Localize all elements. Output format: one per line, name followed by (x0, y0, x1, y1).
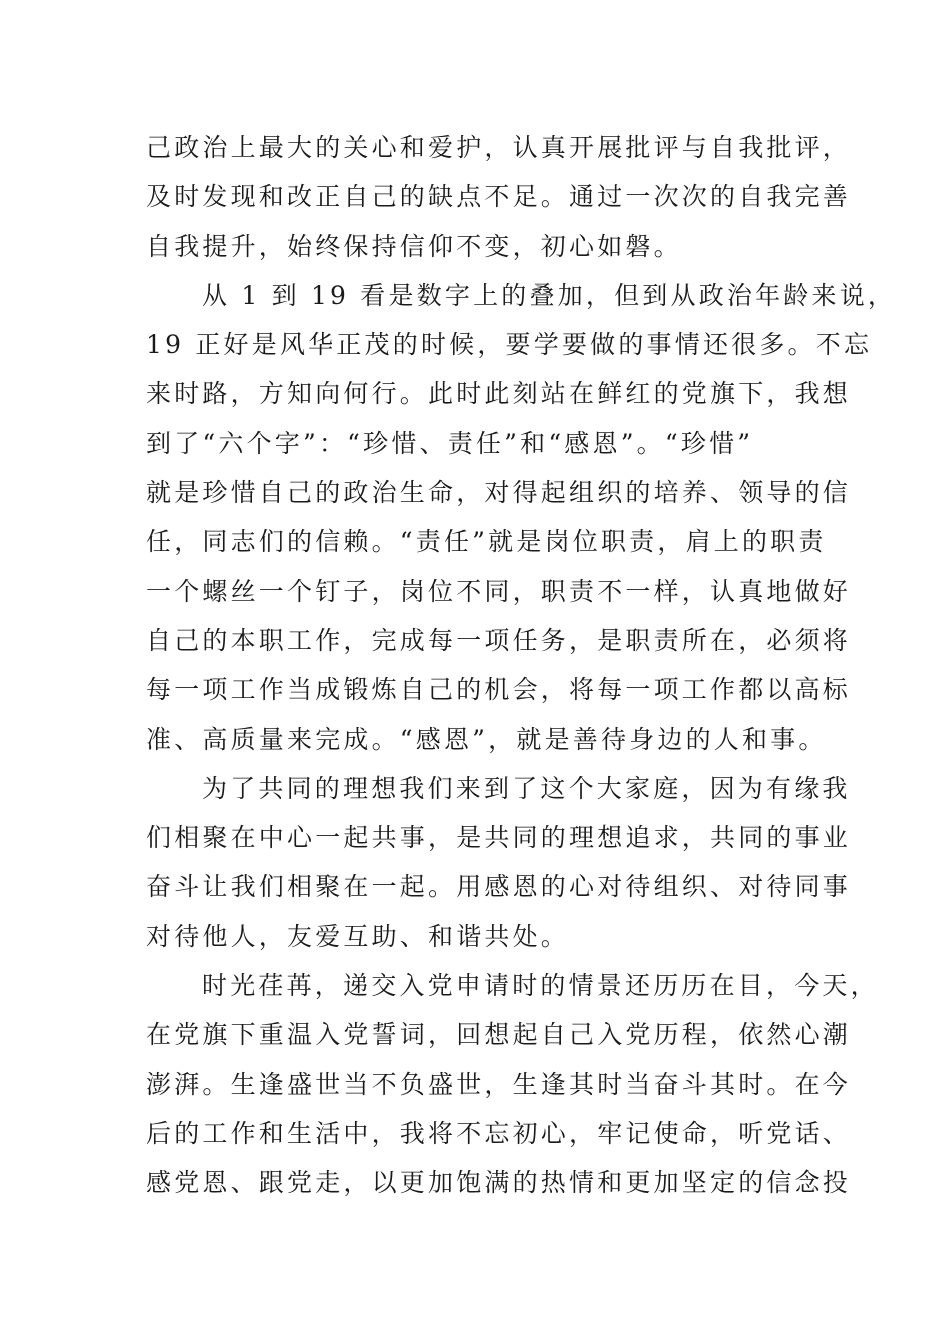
text-line: 到了“六个字”：“珍惜、责任”和“感恩”。“珍惜” (146, 428, 754, 458)
text-line: 感党恩、跟党走，以更加饱满的热情和更加坚定的信念投 (146, 1168, 852, 1198)
paragraph-start-line: 时光荏苒，递交入党申请时的情景还历历在目，今天， (202, 971, 879, 1001)
text-line: 19 正好是风华正茂的时候，要学要做的事情还很多。不忘 (146, 330, 873, 360)
text-line: 对待他人，友爱互助、和谐共处。 (146, 921, 570, 951)
paragraph-start-line: 为了共同的理想我们来到了这个大家庭，因为有缘我 (202, 773, 851, 803)
text-line: 们相聚在中心一起共事，是共同的理想追求，共同的事业 (146, 823, 852, 853)
text-line: 后的工作和生活中，我将不忘初心，牢记使命，听党话、 (146, 1118, 852, 1148)
paragraph-start-line: 从 1 到 19 看是数字上的叠加，但到从政治年龄来说， (202, 280, 897, 310)
text-line: 己政治上最大的关心和爱护，认真开展批评与自我批评， (146, 133, 852, 162)
text-line: 奋斗让我们相聚在一起。用感恩的心对待组织、对待同事 (146, 872, 852, 902)
text-line: 来时路，方知向何行。此时此刻站在鲜红的党旗下，我想 (146, 379, 852, 409)
document-body (146, 128, 897, 1213)
text-line: 及时发现和改正自己的缺点不足。通过一次次的自我完善 (146, 182, 852, 212)
text-line: 在党旗下重温入党誓词，回想起自己入党历程，依然心潮 (146, 1020, 852, 1050)
text-line: 一个螺丝一个钉子，岗位不同，职责不一样，认真地做好 (146, 576, 852, 606)
text-line: 自己的本职工作，完成每一项任务，是职责所在，必须将 (146, 625, 852, 655)
text-line: 自我提升，始终保持信仰不变，初心如磐。 (146, 231, 682, 261)
text-line: 准、高质量来完成。“感恩”，就是善待身边的人和事。 (146, 724, 827, 754)
text-line: 澎湃。生逢盛世当不负盛世，生逢其时当奋斗其时。在今 (146, 1069, 852, 1099)
text-line: 任，同志们的信赖。“责任”就是岗位职责，肩上的职责 (146, 527, 827, 557)
text-line: 就是珍惜自己的政治生命，对得起组织的培养、领导的信 (146, 478, 852, 508)
text-line: 每一项工作当成锻炼自己的机会，将每一项工作都以高标 (146, 675, 852, 705)
